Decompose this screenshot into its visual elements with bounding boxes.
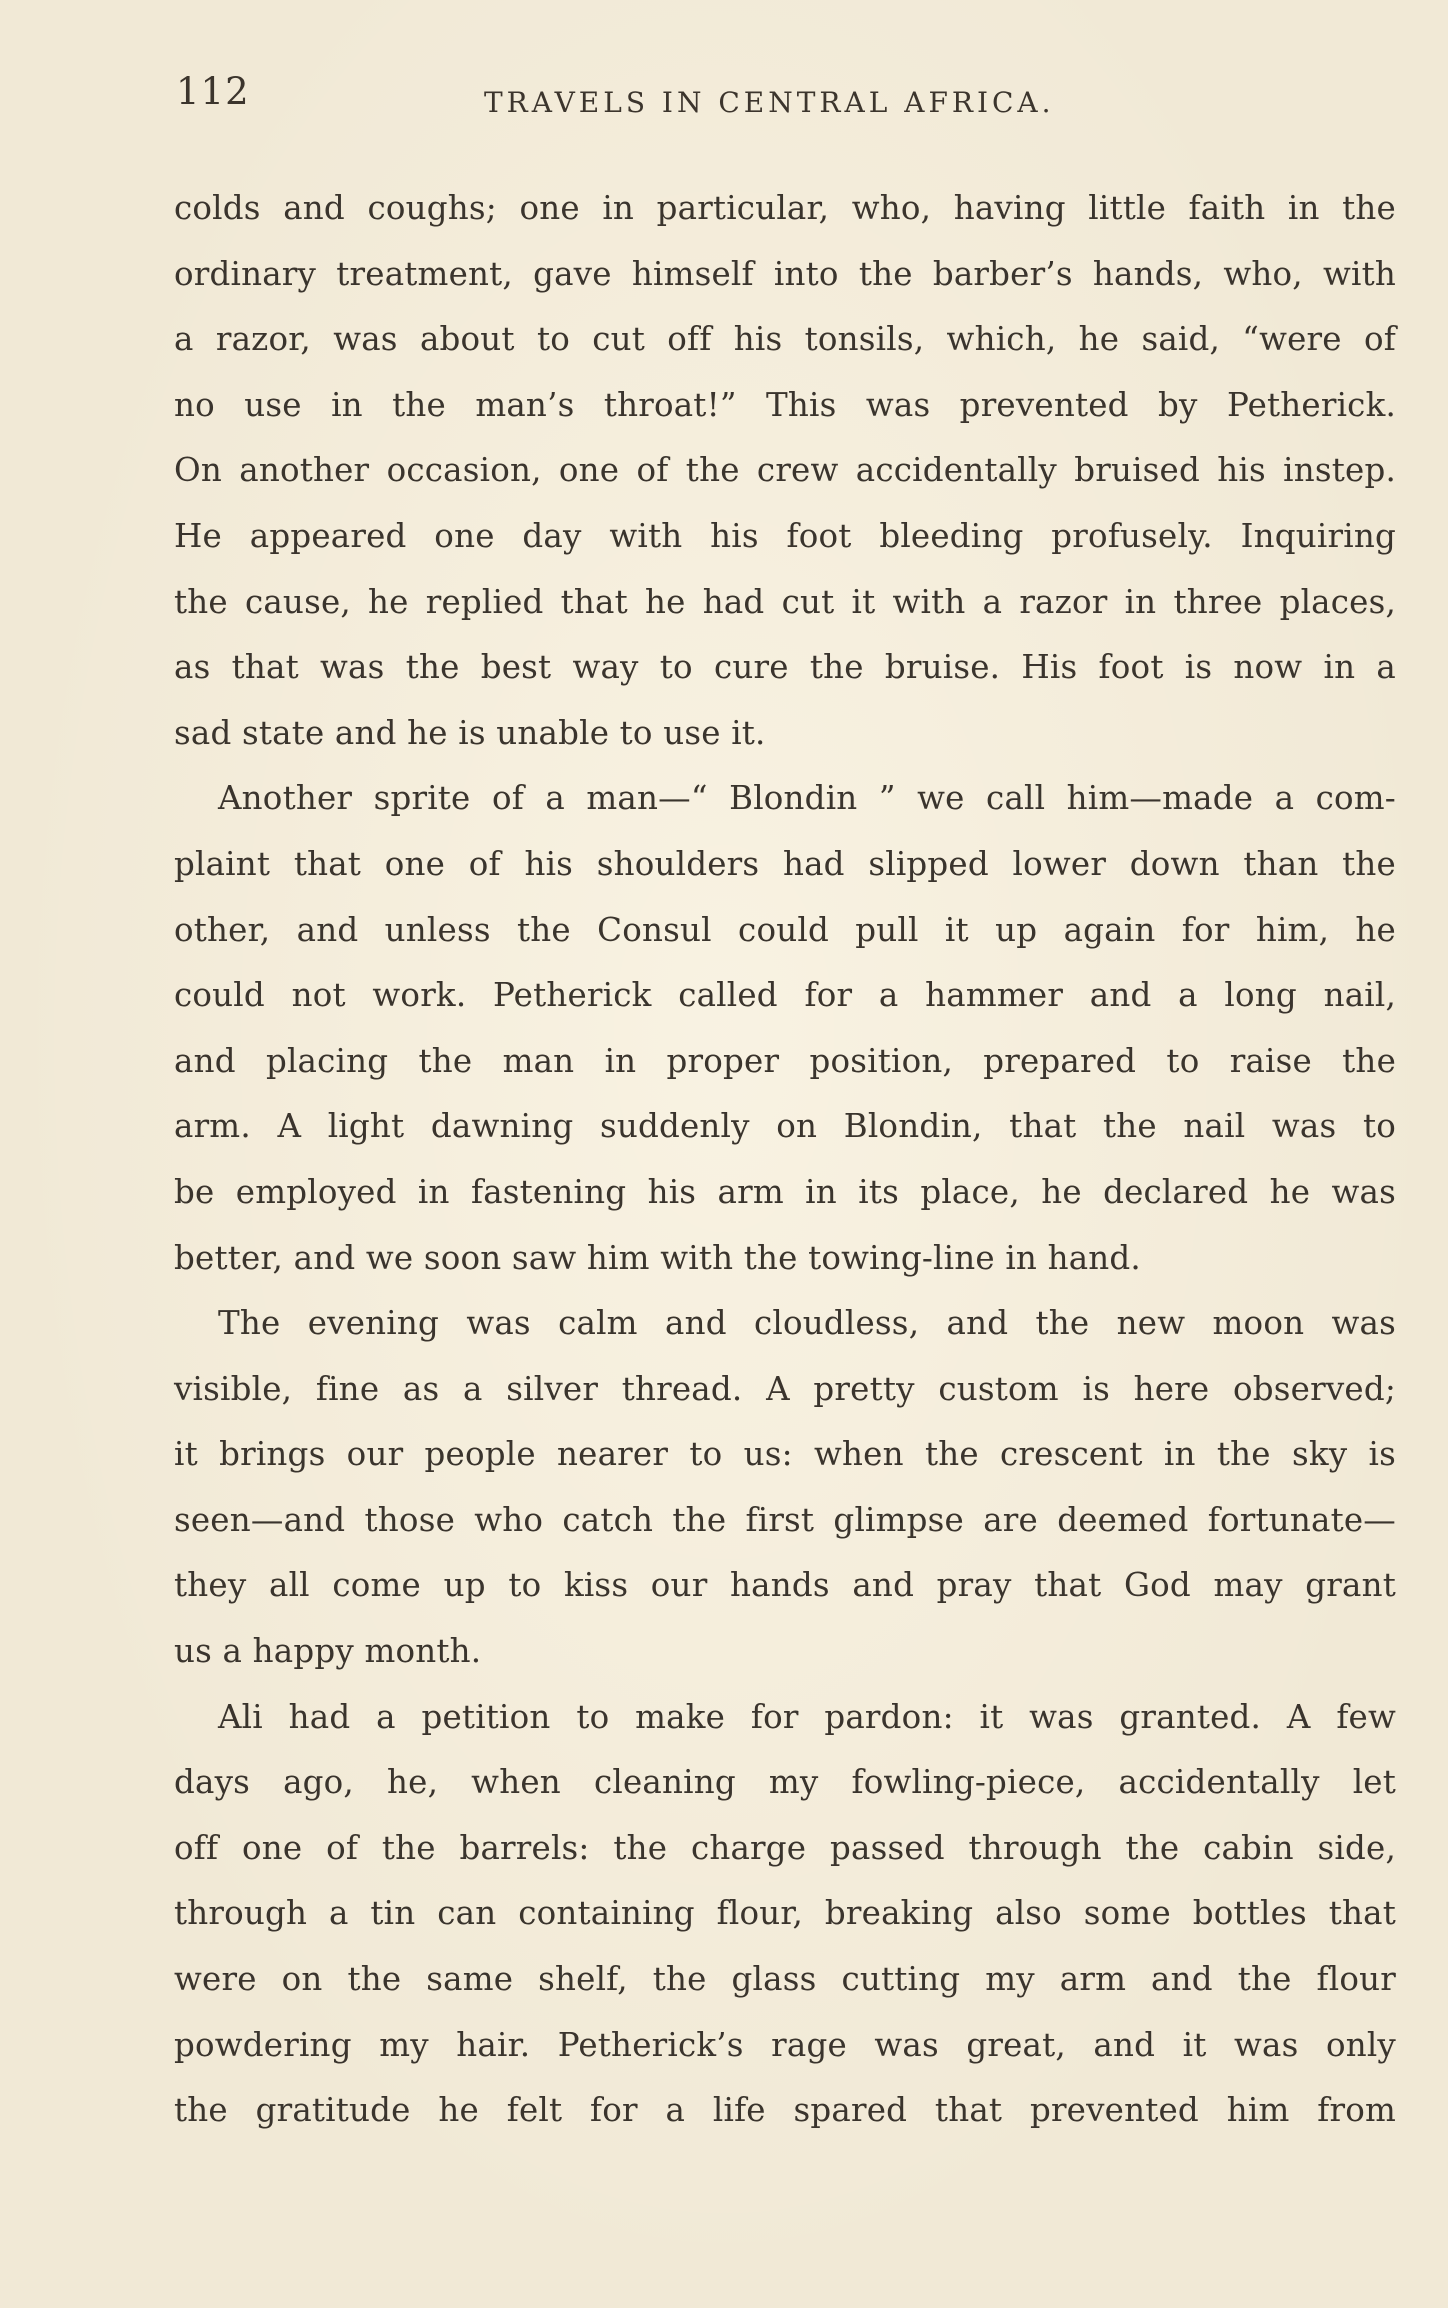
text-line: no use in the man’s throat!” This was prevented by Petherick.	[174, 385, 1396, 424]
text-line: colds and coughs; one in particular, who, having little faith in the	[174, 189, 1396, 227]
text-line: better, and we soon saw him with the towing-line in hand.	[174, 1238, 1141, 1277]
text-line: Another sprite of a man—“ Blondin ” we call him—made a com-	[218, 779, 1396, 818]
text-line: through a tin can containing flour, breaking also some bottles that	[174, 1894, 1396, 1933]
body-text	[174, 176, 1396, 2144]
text-line: sad state and he is unable to use it.	[174, 713, 766, 752]
text-line: On another occasion, one of the crew accidentally bruised his instep.	[174, 451, 1396, 490]
text-line: powdering my hair. Petherick’s rage was great, and it was only	[174, 2025, 1396, 2064]
page-number: 112	[176, 70, 250, 113]
text-line: the cause, he replied that he had cut it with a razor in three places,	[174, 582, 1396, 621]
text-line: us a happy month.	[174, 1632, 482, 1671]
running-title: TRAVELS IN CENTRAL AFRICA.	[484, 86, 1055, 119]
text-line: a razor, was about to cut off his tonsils, which, he said, “were of	[174, 320, 1396, 359]
text-line: visible, fine as a silver thread. A pretty custom is here observed;	[174, 1369, 1396, 1408]
text-line: the gratitude he felt for a life spared that prevented him from	[174, 2091, 1396, 2130]
text-line: and placing the man in proper position, prepared to raise the	[174, 1041, 1396, 1080]
text-line: ordinary treatment, gave himself into the barber’s hands, who, with	[174, 254, 1396, 293]
text-line: plaint that one of his shoulders had slipped lower down than the	[174, 844, 1396, 883]
text-line: arm. A light dawning suddenly on Blondin, that the nail was to	[174, 1107, 1396, 1146]
text-line: Ali had a petition to make for pardon: it was granted. A few	[218, 1697, 1396, 1736]
text-line: seen—and those who catch the first glimpse are deemed fortunate—	[174, 1500, 1396, 1539]
running-head	[176, 70, 1398, 130]
text-line: as that was the best way to cure the bruise. His foot is now in a	[174, 648, 1396, 687]
text-line: could not work. Petherick called for a hammer and a long nail,	[174, 976, 1396, 1015]
text-line: He appeared one day with his foot bleeding profusely. Inquiring	[174, 516, 1396, 555]
text-line: be employed in fastening his arm in its place, he declared he was	[174, 1172, 1396, 1211]
text-line: The evening was calm and cloudless, and the new moon was	[218, 1304, 1396, 1343]
text-line: days ago, he, when cleaning my fowling-piece, accidentally let	[174, 1763, 1396, 1802]
text-line: they all come up to kiss our hands and pray that God may grant	[174, 1566, 1396, 1605]
text-line: were on the same shelf, the glass cutting my arm and the flour	[174, 1960, 1396, 1999]
text-line: it brings our people nearer to us: when the crescent in the sky is	[174, 1435, 1396, 1474]
text-line: other, and unless the Consul could pull it up again for him, he	[174, 910, 1396, 949]
text-line: off one of the barrels: the charge passed through the cabin side,	[174, 1828, 1396, 1867]
